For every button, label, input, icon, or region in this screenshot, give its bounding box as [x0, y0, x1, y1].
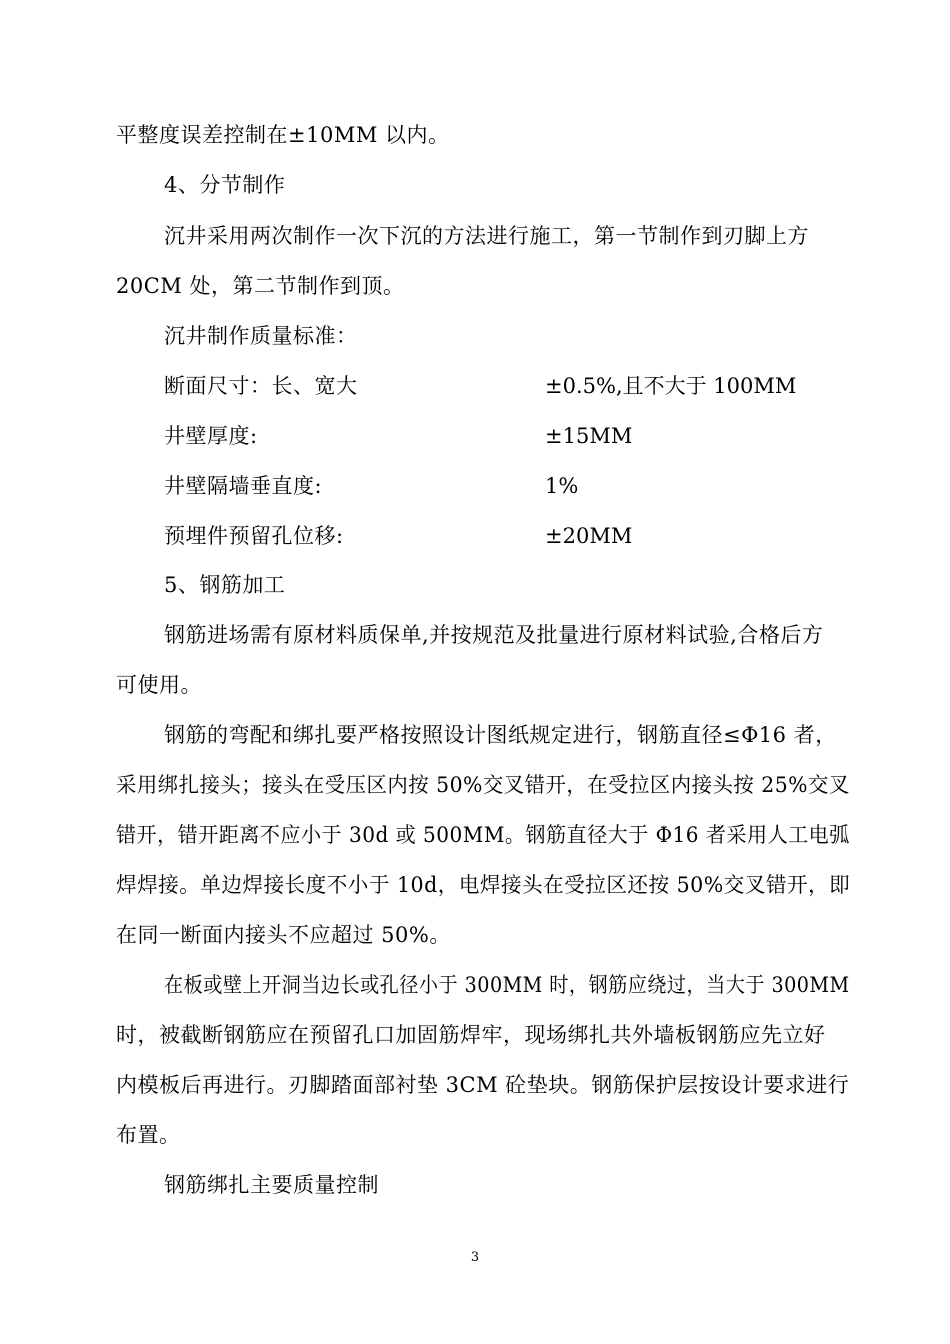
- paragraph-line: 钢筋进场需有原材料质保单,并按规范及批量进行原材料试验,合格后方: [164, 623, 824, 647]
- paragraph-line: 可使用。: [116, 673, 202, 697]
- section-heading-4: 4、分节制作: [164, 173, 286, 197]
- paragraph-line: 布置。: [116, 1123, 181, 1147]
- paragraph-line: 焊焊接。单边焊接长度不小于 10d，电焊接头在受拉区还按 50%交叉错开，即: [116, 873, 851, 897]
- paragraph-line: 采用绑扎接头；接头在受压区内按 50%交叉错开，在受拉区内接头按 25%交叉: [116, 773, 850, 797]
- subsection-heading: 钢筋绑扎主要质量控制: [164, 1173, 379, 1197]
- paragraph-line: 内模板后再进行。刃脚踏面部衬垫 3CM 砼垫块。钢筋保护层按设计要求进行: [116, 1073, 850, 1097]
- standard-label: 井壁厚度:: [164, 424, 258, 448]
- paragraph-line: 20CM 处，第二节制作到顶。: [116, 274, 405, 298]
- standard-value: ±20MM: [545, 524, 633, 548]
- page-number: 3: [470, 1250, 480, 1265]
- standard-label: 断面尺寸：长、宽大: [164, 374, 358, 398]
- paragraph-line: 错开，错开距离不应小于 30d 或 500MM。钢筋直径大于 Φ16 者采用人工电弧: [116, 823, 850, 847]
- section-heading-5: 5、钢筋加工: [164, 573, 286, 597]
- paragraph-line: 时，被截断钢筋应在预留孔口加固筋焊牢，现场绑扎共外墙板钢筋应先立好: [116, 1023, 826, 1047]
- standard-value: ±0.5%,且不大于 100MM: [545, 374, 797, 398]
- paragraph-line: 平整度误差控制在±10MM 以内。: [116, 123, 450, 147]
- standards-heading: 沉井制作质量标准：: [164, 324, 358, 348]
- standard-value: ±15MM: [545, 424, 633, 448]
- paragraph-line: 沉井采用两次制作一次下沉的方法进行施工，第一节制作到刃脚上方: [164, 224, 809, 248]
- paragraph-line: 在同一断面内接头不应超过 50%。: [116, 923, 451, 947]
- paragraph-line: 钢筋的弯配和绑扎要严格按照设计图纸规定进行，钢筋直径≤Φ16 者，: [164, 723, 837, 747]
- standard-label: 井壁隔墙垂直度:: [164, 474, 323, 498]
- paragraph-line: 在板或壁上开洞当边长或孔径小于 300MM 时，钢筋应绕过，当大于 300MM: [164, 973, 850, 997]
- standard-label: 预埋件预留孔位移:: [164, 524, 344, 548]
- standard-value: 1%: [545, 474, 579, 498]
